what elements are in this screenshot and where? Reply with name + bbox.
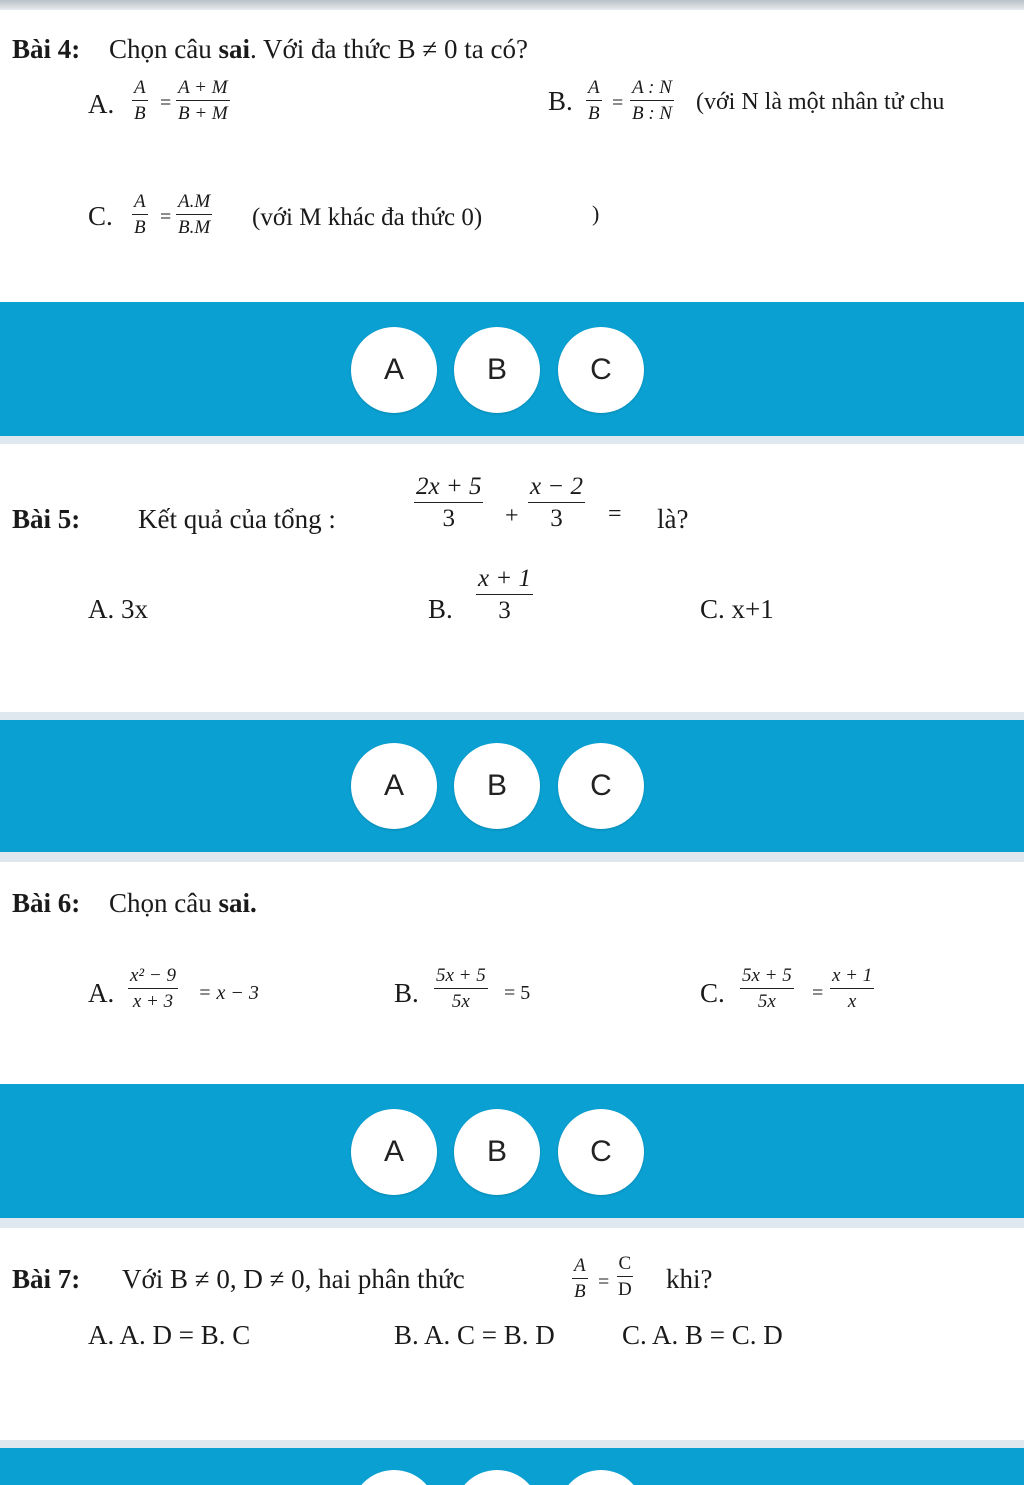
question-5-label: Bài 5: — [12, 504, 81, 534]
fraction: $\frac{A : N}{B : N}$ — [632, 77, 673, 124]
choice-b-button[interactable] — [454, 1470, 540, 1485]
top-border — [0, 0, 1024, 10]
question-4-text: Bài 4: Chọn câu sai. Với đa thức B ≠ 0 ta có? — [12, 34, 528, 64]
answer-bar — [0, 720, 1024, 852]
option-a-label: A. — [88, 89, 115, 119]
fraction: $\frac{\text{x² − 9}}{x + 3}$ — [130, 965, 176, 1012]
choice-a-button[interactable] — [351, 1470, 437, 1485]
divider — [0, 436, 1024, 444]
option-c-note: (với M khác đa thức 0) — [252, 204, 483, 231]
fraction: $\frac{5x + 5}{5x}$ — [436, 965, 486, 1012]
choice-c-button[interactable]: C — [558, 327, 644, 413]
fraction: $\frac{A}{B}$ — [574, 1255, 586, 1302]
option-b-label: B. — [428, 594, 453, 624]
question-5-text: Kết quả của tổng : — [138, 504, 336, 534]
option-c-label: C. — [700, 978, 725, 1008]
option-b: B. A. C = B. D — [394, 1320, 555, 1350]
option-b-label: B. — [394, 978, 419, 1008]
fraction: $\frac{5x + 5}{5x}$ — [742, 965, 792, 1012]
divider — [0, 712, 1024, 720]
question-6-label: Bài 6: — [12, 888, 81, 918]
question-7-suffix: khi? — [666, 1264, 713, 1294]
question-5-suffix: là? — [657, 504, 689, 534]
answer-bar — [0, 1448, 1024, 1485]
divider — [0, 1218, 1024, 1228]
fraction: $\frac{C}{D}$ — [618, 1253, 632, 1300]
choice-c-button[interactable] — [558, 1470, 644, 1485]
divider — [0, 852, 1024, 862]
option-b-note: (với N là một nhân tử chu — [696, 89, 945, 115]
choice-a-button[interactable]: A — [351, 1109, 437, 1195]
choice-a-button[interactable]: A — [351, 327, 437, 413]
choice-b-button[interactable]: B — [454, 1109, 540, 1195]
choice-b-button[interactable]: B — [454, 743, 540, 829]
fraction: $\frac{A}{B}$ — [134, 77, 146, 124]
option-a: A. 3x — [88, 594, 148, 624]
option-c: C. A. B = C. D — [622, 1320, 783, 1350]
choice-a-button[interactable]: A — [351, 743, 437, 829]
fraction: $\frac{x + 1}{x}$ — [832, 965, 873, 1012]
option-b-label: B. — [548, 86, 573, 116]
choice-c-button[interactable]: C — [558, 743, 644, 829]
question-4-label: Bài 4: — [12, 34, 81, 64]
choice-b-button[interactable]: B — [454, 327, 540, 413]
answer-bar — [0, 1084, 1024, 1218]
fraction: $\frac{A}{B}$ — [588, 77, 600, 124]
option-a: A. A. D = B. C — [88, 1320, 251, 1350]
fraction: $\frac{2x + 5}{3}$ — [416, 473, 482, 532]
option-c-label: C. — [88, 201, 113, 231]
fraction: $\frac{A}{B}$ — [134, 191, 146, 238]
option-c: C. x+1 — [700, 594, 774, 624]
fraction: $\frac{x - 2}{3}$ — [530, 473, 583, 532]
divider — [0, 1440, 1024, 1448]
choice-c-button[interactable]: C — [558, 1109, 644, 1195]
option-a-label: A. — [88, 978, 115, 1008]
fraction: $\frac{A.M}{B.M}$ — [178, 191, 211, 238]
fraction: $\frac{A + M}{B + M}$ — [178, 77, 228, 124]
answer-bar — [0, 302, 1024, 436]
question-7-label: Bài 7: — [12, 1264, 81, 1294]
question-7-text: Với B ≠ 0, D ≠ 0, hai phân thức — [122, 1264, 465, 1294]
fraction: $\frac{x + 1}{3}$ — [478, 565, 531, 624]
question-6-text: Bài 6: Chọn câu sai. — [12, 888, 257, 918]
stray-paren: ) — [592, 201, 600, 226]
